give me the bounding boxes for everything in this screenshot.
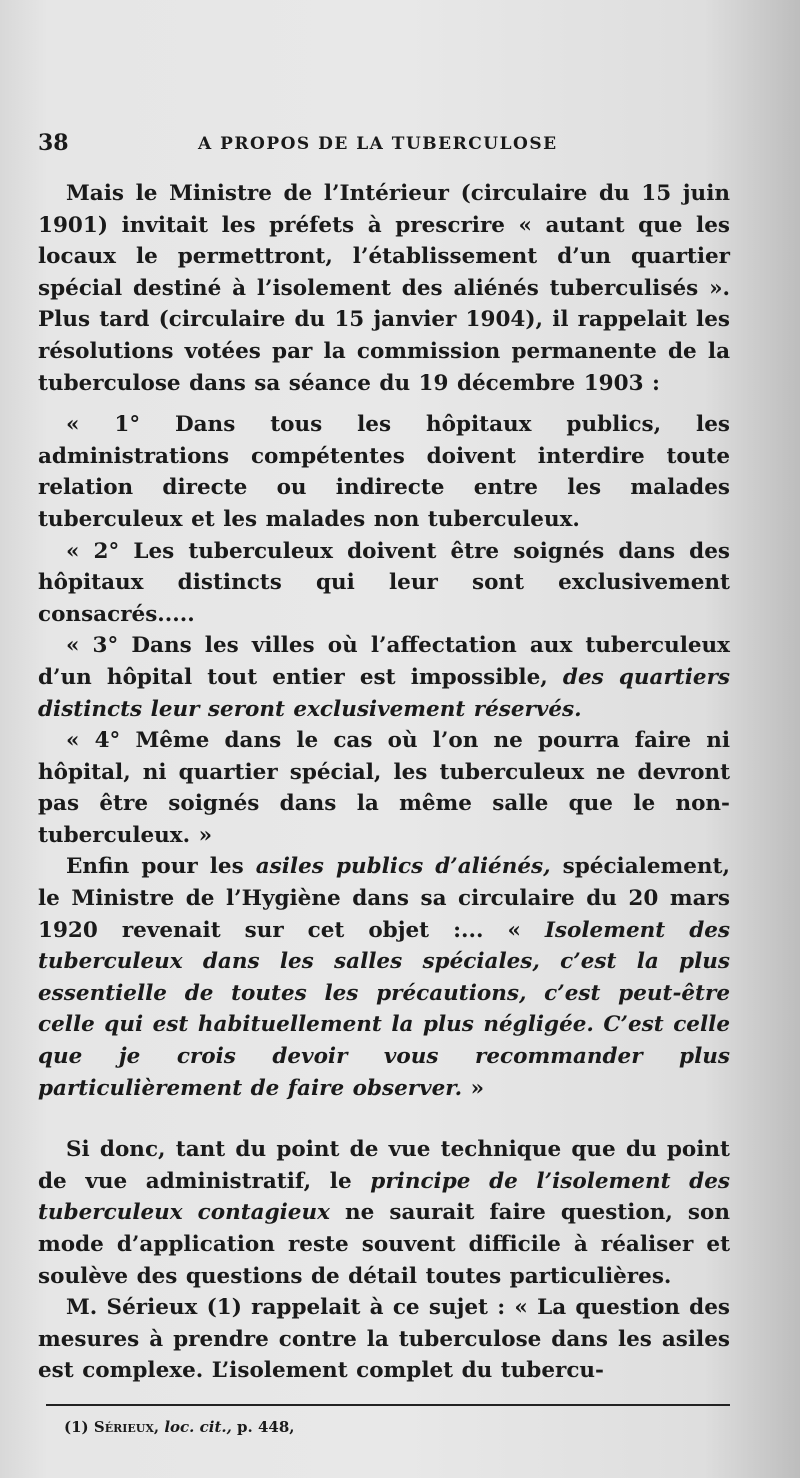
footnote-divider: [46, 1404, 730, 1406]
paragraph-6-quote: Isolement des tuberculeux dans les salles spéciales, c’est la plus essentielle de toutes les précautions, c’est peut-être celle qui est habituellement la plus négligée. C’est celle que je crois devoir vous recommander plus particulièrement de faire observer.: [38, 917, 731, 1101]
paragraph-7-text-b: ne saurait faire question, son mode d’application reste souvent difficile à réaliser et soulève des questions de détail toutes particulières.: [38, 1200, 730, 1289]
footnote-page: p. 448,: [231, 1418, 295, 1436]
paragraph-7-italic: principe de l’isolement des tuberculeux contagieux: [38, 1168, 731, 1226]
page-number: 38: [38, 130, 69, 156]
paragraph-3: « 2° Les tuberculeux doivent être soignés dans des hôpitaux distincts qui leur sont exclusivement consacrés.....: [38, 538, 730, 627]
paragraph-4-italic: des quartiers distincts leur seront exclusivement réservés.: [38, 664, 731, 722]
running-title: A PROPOS DE LA TUBERCULOSE: [198, 134, 558, 154]
body-text: [38, 178, 730, 1387]
paragraph-7-text-a: Si donc, tant du point de vue technique que du point de vue administratif, le: [38, 1137, 730, 1194]
paragraph-5: « 4° Même dans le cas où l’on ne pourra faire ni hôpital, ni quartier spécial, les tuberculeux ne devront pas être soignés dans la même salle que le non-tuberculeux. »: [38, 728, 730, 848]
paragraph-6-italic-a: asiles publics d’aliénés,: [255, 854, 551, 880]
page-header: [38, 130, 738, 160]
paragraph-6-text-a: Enfin pour les: [66, 854, 256, 880]
footnote-author: Sérieux,: [93, 1418, 160, 1436]
paragraph-7: [38, 1134, 730, 1292]
footnote-marker: (1): [64, 1418, 94, 1436]
footnote-citation: loc. cit.,: [159, 1418, 232, 1436]
paragraph-6-text-b: spécialement, le Ministre de l’Hygiène dans sa circulaire du 20 mars 1920 revenait sur cet objet :... «: [38, 854, 730, 943]
paragraph-4: [38, 630, 730, 725]
paragraph-4-text: « 3° Dans les villes où l’affectation aux tuberculeux d’un hôpital tout entier est impossible,: [38, 633, 730, 690]
paragraph-6-close: »: [462, 1075, 485, 1101]
paragraph-6: [38, 851, 730, 1104]
footnote: [64, 1418, 724, 1436]
paragraph-1: Mais le Ministre de l’Intérieur (circulaire du 15 juin 1901) invitait les préfets à prescrire « autant que les locaux le permettront, l’établissement d’un quartier spécial destiné à l’isolement des aliénés tuberculisés ». Plus tard (circulaire du 15 janvier 1904), il rappelait les résolutions votées par la commission permanente de la tuberculose dans sa séance du 19 décembre 1903 :: [38, 181, 730, 396]
paragraph-2: « 1° Dans tous les hôpitaux publics, les administrations compétentes doivent interdire toute relation directe ou indirecte entre les malades tuberculeux et les malades non tuberculeux.: [38, 412, 730, 532]
paragraph-8: M. Sérieux (1) rappelait à ce sujet : « La question des mesures à prendre contre la tuberculose dans les asiles est complexe. L’isolement complet du tubercu-: [38, 1295, 730, 1384]
